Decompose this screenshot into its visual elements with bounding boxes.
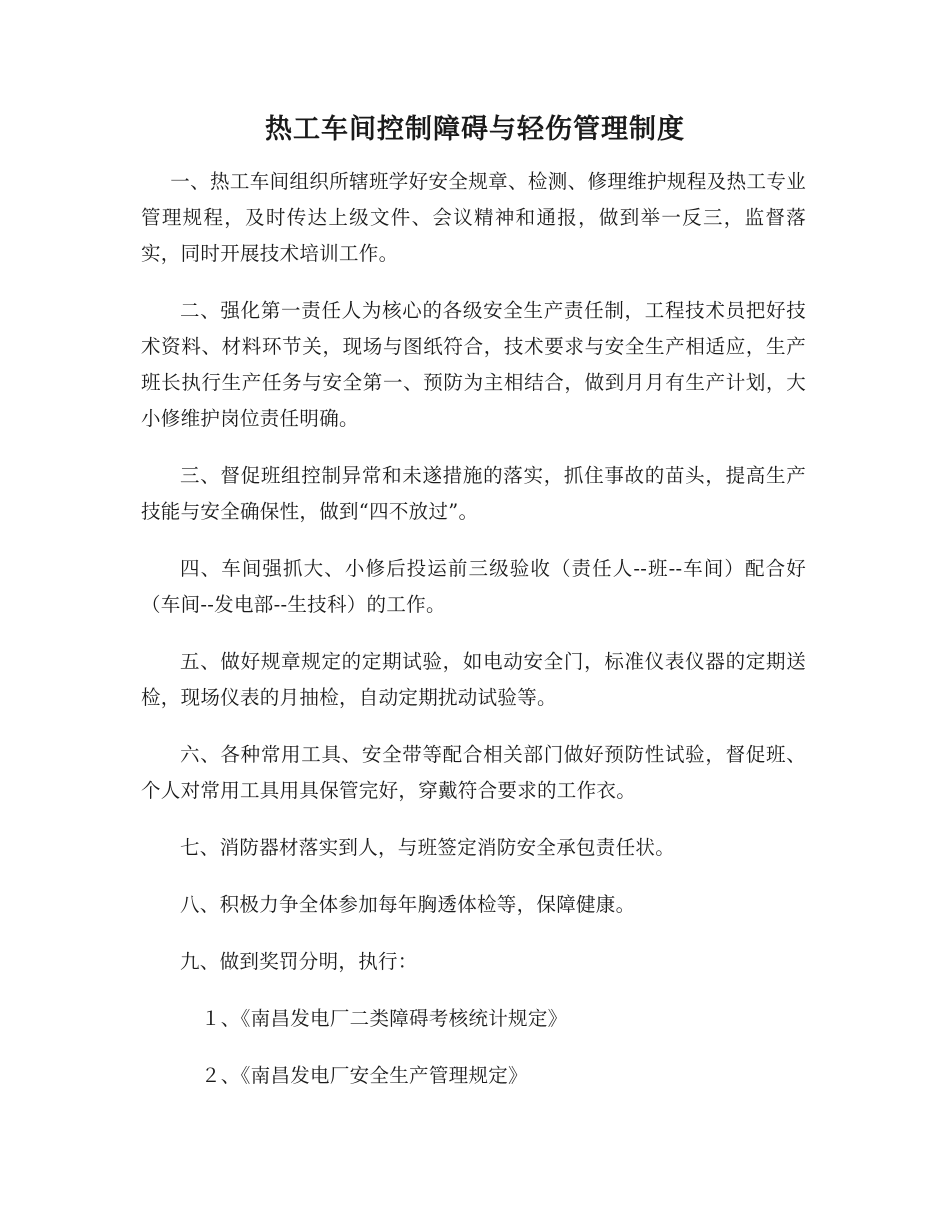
paragraph-2: 二、强化第一责任人为核心的各级安全生产责任制，工程技术员把好技术资料、材料环节关，现场与图纸符合，技术要求与安全生产相适应，生产班长执行生产任务与安全第一、预防为主相结合，做到月月有生产计划，大小修维护岗位责任明确。 bbox=[141, 299, 806, 430]
paragraph-9: 九、做到奖罚分明，执行： bbox=[180, 950, 418, 973]
list-item-2: ２、《南昌发电厂安全生产管理规定》 bbox=[201, 1064, 528, 1087]
paragraph-8: 八、积极力争全体参加每年胸透体检等，保障健康。 bbox=[180, 893, 636, 916]
paragraph-3: 三、督促班组控制异常和未遂措施的落实，抓住事故的苗头，提高生产技能与安全确保性，做到“四不放过”。 bbox=[141, 464, 806, 523]
paragraph-6: 六、各种常用工具、安全带等配合相关部门做好预防性试验，督促班、个人对常用工具用具保管完好，穿戴符合要求的工作衣。 bbox=[141, 743, 806, 802]
document-title: 热工车间控制障碍与轻伤管理制度 bbox=[265, 114, 685, 145]
document-body bbox=[141, 164, 806, 1115]
paragraph-1: 一、热工车间组织所辖班学好安全规章、检测、修理维护规程及热工专业管理规程，及时传达上级文件、会议精神和通报，做到举一反三，监督落实，同时开展技术培训工作。 bbox=[141, 170, 806, 265]
paragraph-5: 五、做好规章规定的定期试验，如电动安全门，标准仪表仪器的定期送检，现场仪表的月抽检，自动定期扰动试验等。 bbox=[141, 650, 806, 709]
paragraph-7: 七、消防器材落实到人，与班签定消防安全承包责任状。 bbox=[180, 836, 676, 859]
paragraph-4: 四、车间强抓大、小修后投运前三级验收（责任人--班--车间）配合好（车间--发电部--生技科）的工作。 bbox=[141, 557, 806, 616]
list-item-1: １、《南昌发电厂二类障碍考核统计规定》 bbox=[201, 1007, 568, 1030]
